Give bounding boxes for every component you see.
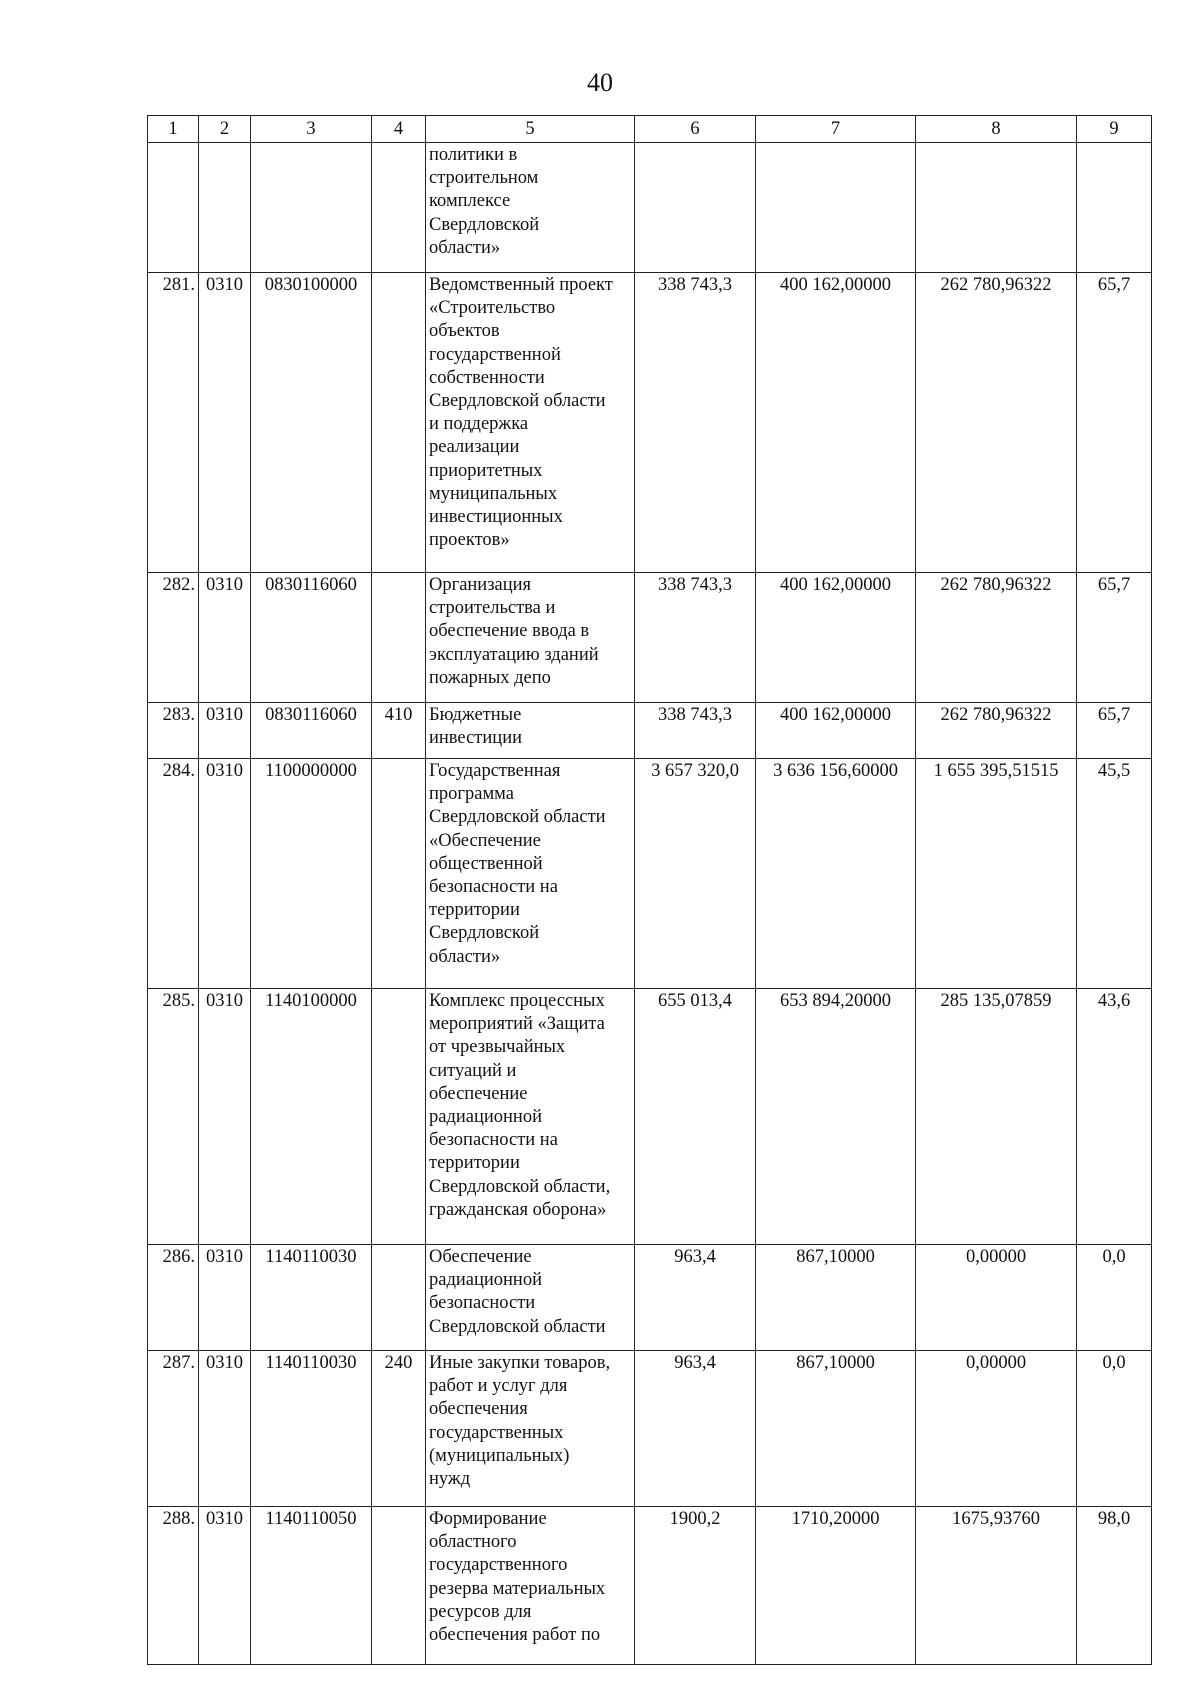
item-name-cell: Бюджетные инвестиции	[426, 703, 635, 759]
expense-type-cell: 240	[372, 1351, 426, 1507]
section-code-cell: 0310	[199, 573, 251, 703]
value-col8-cell: 0,00000	[916, 1351, 1077, 1507]
target-code-cell: 0830116060	[251, 703, 372, 759]
value-col6-cell: 655 013,4	[635, 989, 756, 1245]
item-name-cell: Государственная программа Свердловской области «Обеспечение общественной безопасности на территории Свердловской области»	[426, 759, 635, 989]
item-name-cell: Иные закупки товаров, работ и услуг для обеспечения государственных (муниципальных) нужд	[426, 1351, 635, 1507]
header-cell: 8	[916, 116, 1077, 143]
table-row	[148, 1351, 1152, 1507]
section-code-cell: 0310	[199, 989, 251, 1245]
value-col6-cell: 338 743,3	[635, 573, 756, 703]
header-row	[148, 116, 1152, 143]
value-col7-cell: 1710,20000	[756, 1507, 916, 1665]
section-code-cell: 0310	[199, 273, 251, 573]
item-name-cell: Ведомственный проект «Строительство объектов государственной собственности Свердловской области и поддержка реализации приоритетных муниципальных инвестиционных проектов»	[426, 273, 635, 573]
value-col9-cell: 98,0	[1077, 1507, 1152, 1665]
value-col8-cell: 1675,93760	[916, 1507, 1077, 1665]
row-number-cell: 286.	[148, 1245, 199, 1351]
value-col6-cell: 963,4	[635, 1245, 756, 1351]
budget-table	[147, 115, 1152, 1665]
item-name-cell: Формирование областного государственного резерва материальных ресурсов для обеспечения работ по	[426, 1507, 635, 1665]
value-col9-cell: 65,7	[1077, 573, 1152, 703]
item-name-cell: политики в строительном комплексе Свердловской области»	[426, 143, 635, 273]
header-cell: 6	[635, 116, 756, 143]
table-body	[148, 116, 1152, 1665]
section-code-cell: 0310	[199, 1245, 251, 1351]
table-row	[148, 1245, 1152, 1351]
target-code-cell	[251, 143, 372, 273]
value-col8-cell: 1 655 395,51515	[916, 759, 1077, 989]
row-number-cell: 285.	[148, 989, 199, 1245]
item-name-cell: Организация строительства и обеспечение ввода в эксплуатацию зданий пожарных депо	[426, 573, 635, 703]
value-col8-cell: 262 780,96322	[916, 703, 1077, 759]
item-name-cell: Комплекс процессных мероприятий «Защита от чрезвычайных ситуаций и обеспечение радиационной безопасности на территории Свердловской области, гражданская оборона»	[426, 989, 635, 1245]
target-code-cell: 1140110030	[251, 1351, 372, 1507]
value-col9-cell	[1077, 143, 1152, 273]
value-col8-cell: 262 780,96322	[916, 273, 1077, 573]
value-col7-cell: 653 894,20000	[756, 989, 916, 1245]
item-name-cell: Обеспечение радиационной безопасности Свердловской области	[426, 1245, 635, 1351]
header-cell: 4	[372, 116, 426, 143]
value-col6-cell: 1900,2	[635, 1507, 756, 1665]
expense-type-cell: 410	[372, 703, 426, 759]
section-code-cell	[199, 143, 251, 273]
value-col7-cell: 400 162,00000	[756, 573, 916, 703]
table-row	[148, 989, 1152, 1245]
row-number-cell: 283.	[148, 703, 199, 759]
target-code-cell: 1140110030	[251, 1245, 372, 1351]
target-code-cell: 1140110050	[251, 1507, 372, 1665]
value-col9-cell: 0,0	[1077, 1351, 1152, 1507]
value-col8-cell: 0,00000	[916, 1245, 1077, 1351]
expense-type-cell	[372, 273, 426, 573]
value-col8-cell	[916, 143, 1077, 273]
table-row	[148, 1507, 1152, 1665]
section-code-cell: 0310	[199, 1351, 251, 1507]
value-col6-cell: 963,4	[635, 1351, 756, 1507]
value-col9-cell: 43,6	[1077, 989, 1152, 1245]
table-row	[148, 273, 1152, 573]
target-code-cell: 1100000000	[251, 759, 372, 989]
value-col6-cell: 338 743,3	[635, 273, 756, 573]
target-code-cell: 1140100000	[251, 989, 372, 1245]
expense-type-cell	[372, 1245, 426, 1351]
row-number-cell: 288.	[148, 1507, 199, 1665]
value-col9-cell: 65,7	[1077, 273, 1152, 573]
value-col6-cell: 3 657 320,0	[635, 759, 756, 989]
expense-type-cell	[372, 759, 426, 989]
target-code-cell: 0830100000	[251, 273, 372, 573]
value-col9-cell: 0,0	[1077, 1245, 1152, 1351]
row-number-cell	[148, 143, 199, 273]
value-col9-cell: 45,5	[1077, 759, 1152, 989]
header-cell: 5	[426, 116, 635, 143]
value-col8-cell: 262 780,96322	[916, 573, 1077, 703]
section-code-cell: 0310	[199, 703, 251, 759]
section-code-cell: 0310	[199, 759, 251, 989]
value-col6-cell	[635, 143, 756, 273]
value-col7-cell	[756, 143, 916, 273]
value-col7-cell: 867,10000	[756, 1245, 916, 1351]
expense-type-cell	[372, 573, 426, 703]
section-code-cell: 0310	[199, 1507, 251, 1665]
table-row	[148, 573, 1152, 703]
value-col7-cell: 3 636 156,60000	[756, 759, 916, 989]
header-cell: 7	[756, 116, 916, 143]
row-number-cell: 287.	[148, 1351, 199, 1507]
target-code-cell: 0830116060	[251, 573, 372, 703]
header-cell: 2	[199, 116, 251, 143]
page-number: 40	[587, 68, 613, 97]
value-col7-cell: 400 162,00000	[756, 273, 916, 573]
row-number-cell: 282.	[148, 573, 199, 703]
value-col6-cell: 338 743,3	[635, 703, 756, 759]
header-cell: 9	[1077, 116, 1152, 143]
table-row	[148, 703, 1152, 759]
header-cell: 3	[251, 116, 372, 143]
expense-type-cell	[372, 143, 426, 273]
header-cell: 1	[148, 116, 199, 143]
value-col7-cell: 400 162,00000	[756, 703, 916, 759]
value-col7-cell: 867,10000	[756, 1351, 916, 1507]
value-col8-cell: 285 135,07859	[916, 989, 1077, 1245]
value-col9-cell: 65,7	[1077, 703, 1152, 759]
table-row	[148, 759, 1152, 989]
table-row	[148, 143, 1152, 273]
row-number-cell: 284.	[148, 759, 199, 989]
expense-type-cell	[372, 1507, 426, 1665]
row-number-cell: 281.	[148, 273, 199, 573]
expense-type-cell	[372, 989, 426, 1245]
